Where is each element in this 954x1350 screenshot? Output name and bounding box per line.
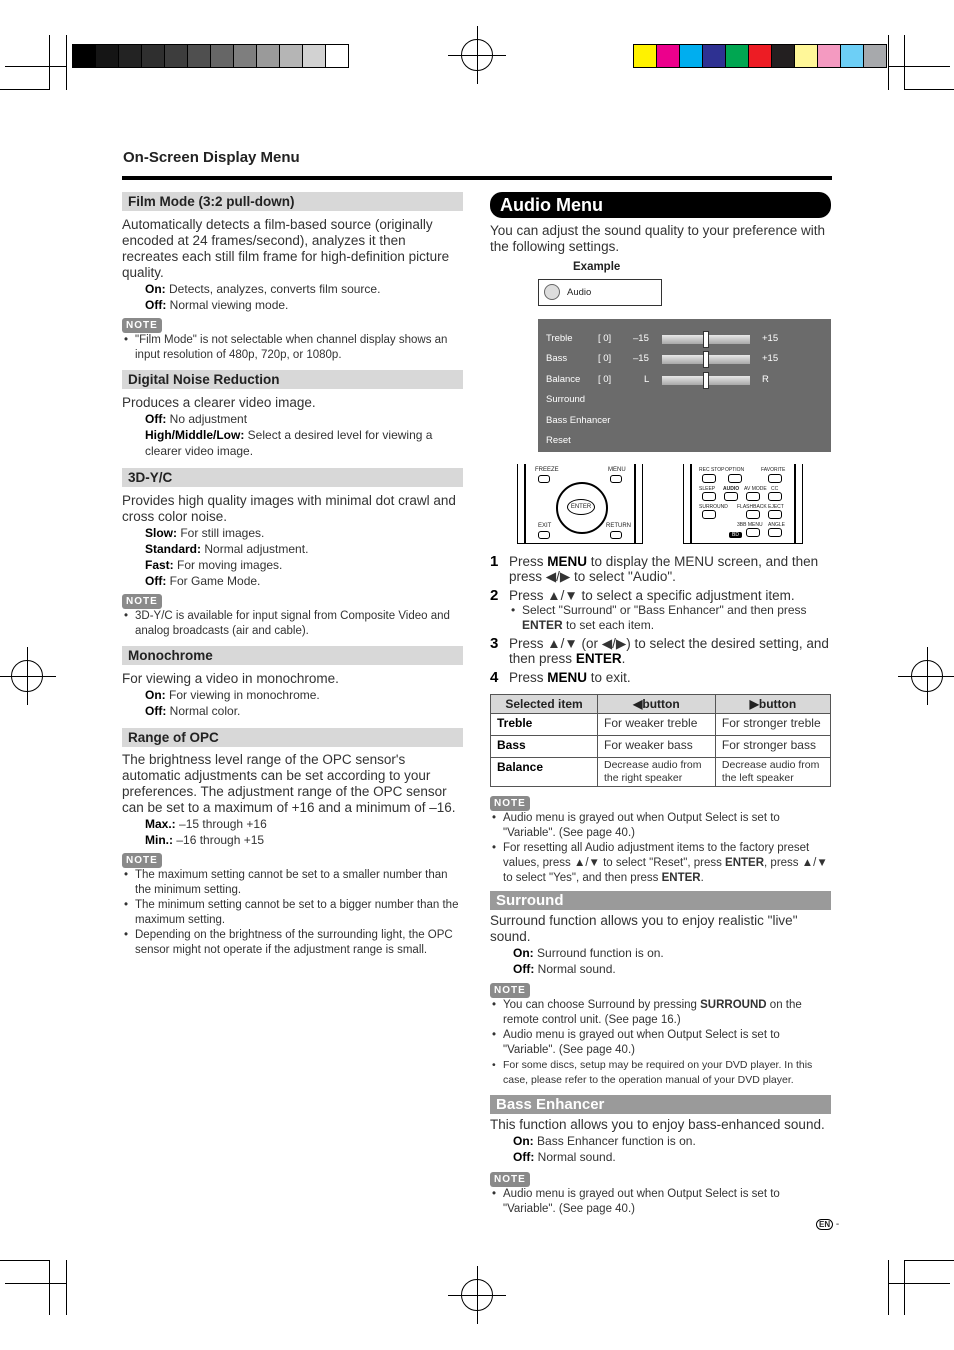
color-swatch [749,45,772,67]
freeze-button[interactable] [538,475,550,483]
osd-balance-label: Balance [546,374,581,385]
note-badge: NOTE [490,983,530,998]
language-badge: EN [816,1219,833,1230]
step-2 [490,588,831,603]
table-cell: Treble [491,714,598,736]
slow-text: For still images. [180,526,265,540]
osd-treble-value: [ 0] [598,333,612,344]
opc-desc: The brightness level range of the OPC sensor's automatic adjustments can be set according to your preferences. The adjustment range of the OPC sensor can be set to a maximum of +16 and a minimum of –16. [122,752,456,815]
section-heading: Range of OPC [122,728,463,747]
max-text: –15 through +16 [179,817,267,831]
table-cell: For stronger treble [715,714,830,736]
surround-button[interactable] [702,510,716,519]
color-swatch [303,45,326,67]
surround-label: SURROUND [699,504,728,510]
color-swatch [326,45,348,67]
osd-balance-max: R [762,374,769,385]
color-swatch [73,45,96,67]
crop-mark [0,89,50,90]
cc-label: CC [771,486,779,492]
on-text: For viewing in monochrome. [169,688,320,702]
rec-stop-button[interactable] [702,474,716,483]
color-swatch [795,45,818,67]
slider-knob[interactable] [703,372,709,389]
step-text: Press [509,554,544,569]
on-text: Bass Enhancer function is on. [537,1134,696,1148]
step-text: . [621,651,626,666]
table-cell: Bass [491,736,598,758]
return-label: RETURN [606,523,631,529]
dnr-desc: Produces a clearer video image. [122,395,316,410]
osd-audio-menu [538,319,831,452]
angle-label: ANGLE [768,522,785,528]
off-text: No adjustment [169,412,248,426]
bass-slider[interactable] [662,355,750,364]
option-button[interactable] [728,474,742,483]
balance-slider[interactable] [662,376,750,385]
right-column-lower [490,554,831,1217]
color-swatch [657,45,680,67]
step-1 [490,554,831,584]
step-number: 3 [490,635,499,652]
color-swatch [96,45,119,67]
standard-label: Standard: [145,542,202,556]
standard-text: Normal adjustment. [204,542,309,556]
on-label: On: [513,946,534,960]
audio-intro: You can adjust the sound quality to your preference with the following settings. [490,223,825,254]
color-swatch [165,45,188,67]
crop-mark [904,89,954,90]
osd-balance-min: L [644,374,650,385]
off-label: Off: [513,1150,535,1164]
osd-bass-min: –15 [633,353,649,364]
off-text: Normal sound. [537,962,616,976]
color-swatch [280,45,303,67]
step-keyword: ENTER [522,618,563,632]
note-item [490,998,831,1028]
audio-settings-table [490,694,831,787]
step-text: to set each item. [566,618,655,632]
table-cell: For weaker bass [598,736,716,758]
page-dash: - [835,1219,840,1230]
step-text: Press ▲/▼ to select a specific adjustment item. [509,588,795,603]
crop-mark [888,66,950,67]
off-label: Off: [145,298,167,312]
3d-menu-label: 3BB MENU [737,522,763,528]
note-item: • 3D-Y/C is available for input signal from Composite Video and analog broadcasts (air and cable). [122,609,463,639]
note-item: • The minimum setting cannot be set to a bigger number than the maximum setting. [122,898,463,928]
on-text: Detects, analyzes, converts film source. [169,282,381,296]
flashback-button[interactable] [746,510,760,519]
grayscale-bar [72,44,349,68]
film-desc: Automatically detects a film-based source (originally encoded at 24 frames/second), analyzes it then recreates each still film frame for high-definition picture quality. [122,217,450,280]
color-swatch [841,45,864,67]
note-keyword: SURROUND [700,999,767,1011]
osd-surround[interactable]: Surround [546,394,586,405]
bd-badge: BD [729,532,742,538]
table-cell: For weaker treble [598,714,716,736]
step-2-subnote [509,603,831,633]
color-swatch [726,45,749,67]
table-header: ◀button [598,695,716,714]
min-text: –16 through +15 [176,833,265,847]
off-label: Off: [513,962,535,976]
osd-treble-label: Treble [546,333,573,344]
fast-label: Fast: [145,558,174,572]
freeze-label: FREEZE [535,467,559,473]
crop-mark [49,35,50,90]
note-item: • The maximum setting cannot be set to a smaller number than the minimum setting. [122,868,463,898]
on-text: Surround function is on. [537,946,664,960]
osd-tab [538,279,662,306]
page-header: On-Screen Display Menu [123,149,300,166]
off-text: Normal sound. [537,1150,616,1164]
note-item: • Depending on the brightness of the surrounding light, the OPC sensor might not operate if the adjustment range is small. [122,928,463,958]
speaker-icon [544,284,560,300]
left-column [122,192,463,958]
favorite-button[interactable] [768,474,782,483]
step-text: Press [509,670,544,685]
color-swatch [772,45,795,67]
note-keyword: ENTER [725,857,765,869]
registration-mark [461,1279,493,1311]
note-text: . [700,872,704,884]
crop-mark [5,1283,67,1284]
angle-button[interactable] [768,528,782,537]
slow-label: Slow: [145,526,177,540]
surround-desc: Surround function allows you to enjoy realistic "live" sound. [490,913,798,944]
cc-button[interactable] [768,492,782,501]
step-number: 1 [490,553,499,570]
rec-stop-label: REC STOP [699,467,725,473]
color-swatch [142,45,165,67]
note-badge: NOTE [122,853,162,868]
step-4 [490,670,831,685]
remote-left-illustration [517,464,643,544]
note-item: • Audio menu is grayed out when Output Select is set to "Variable". (See page 40.) [490,1187,831,1217]
osd-balance-value: [ 0] [598,374,612,385]
section-heading: Bass Enhancer [490,1095,831,1114]
crop-mark [888,1283,950,1284]
enter-button[interactable]: ENTER [567,499,595,515]
bass-desc: This function allows you to enjoy bass-enhanced sound. [490,1117,825,1132]
fast-text: For moving images. [177,558,283,572]
audio-menu-title: Audio Menu [490,192,831,218]
note-item [490,841,831,886]
audio-button[interactable] [724,492,738,501]
audio-label: AUDIO [723,486,740,492]
color-swatch [680,45,703,67]
osd-tab-label: Audio [567,287,592,298]
registration-mark [11,660,43,692]
off-label: Off: [145,574,167,588]
exit-button[interactable] [538,531,550,539]
slider-knob[interactable] [703,331,709,348]
3d-menu-button[interactable] [746,528,760,537]
section-heading: Film Mode (3:2 pull-down) [122,192,463,211]
eject-label: EJECT [768,504,784,510]
step-3 [490,636,831,666]
color-swatch [703,45,726,67]
exit-label: EXIT [538,523,552,529]
off-label: Off: [145,412,167,426]
crop-mark [888,35,889,90]
osd-bass-label: Bass [546,353,568,364]
slider-knob[interactable] [703,351,709,368]
table-header: Selected item [491,695,598,714]
osd-bass-max: +15 [762,353,779,364]
note-item: • "Film Mode" is not selectable when channel display shows an input resolution of 480p, 720p, or 1080p. [122,333,463,363]
note-badge: NOTE [122,318,162,333]
flashback-label: FLASHBACK [737,504,767,510]
return-button[interactable] [610,531,622,539]
note-item: • For some discs, setup may be required on your DVD player. In this case, please refer to the operation manual of your DVD player. [490,1058,831,1088]
header-rule [122,176,832,180]
off-text: Normal viewing mode. [169,298,289,312]
on-label: On: [513,1134,534,1148]
av-mode-label: AV MODE [744,486,767,492]
table-header: ▶button [715,695,830,714]
note-keyword: ENTER [661,872,701,884]
step-keyword: MENU [547,670,588,685]
hml-label: High/Middle/Low: [145,428,245,442]
off-label: Off: [145,704,167,718]
max-label: Max.: [145,817,176,831]
right-column [490,192,831,275]
crop-mark [904,35,905,90]
hml-text: Select a desired level for viewing a clearer video image. [145,428,433,458]
step-keyword: MENU [547,554,588,569]
on-label: On: [145,282,166,296]
osd-treble-max: +15 [762,333,779,344]
step-text: to display the MENU screen, and then press ◀/▶ to select "Audio". [509,554,819,584]
color-swatch [234,45,257,67]
example-label: Example [573,261,621,273]
table-cell: Balance [491,758,598,787]
note-item: • Audio menu is grayed out when Output Select is set to "Variable". (See page 40.) [490,1028,831,1058]
section-heading: Surround [490,891,831,910]
crop-mark [5,66,67,67]
color-swatch [257,45,280,67]
yc-desc: Provides high quality images with minimal dot crawl and cross color noise. [122,493,456,524]
color-swatch [119,45,142,67]
color-swatch [188,45,211,67]
note-text: For resetting all Audio adjustment items to the factory preset values, press ▲/▼ to select "Reset", press [503,842,810,869]
table-cell: Decrease audio from the left speaker [715,758,830,787]
crop-mark [904,1260,905,1315]
crop-mark [888,1260,889,1315]
osd-treble-min: –15 [633,333,649,344]
step-keyword: ENTER [575,651,622,666]
menu-button[interactable] [610,475,622,483]
table-cell: Decrease audio from the right speaker [598,758,716,787]
crop-mark [66,1260,67,1315]
color-swatch [211,45,234,67]
section-heading: 3D-Y/C [122,468,463,487]
color-swatch [634,45,657,67]
av-mode-button[interactable] [746,492,760,501]
menu-label: MENU [608,467,626,473]
step-text: Press ▲/▼ (or ◀/▶) to select the desired setting, and then press [509,636,829,666]
note-item: • Audio menu is grayed out when Output Select is set to "Variable". (See page 40.) [490,811,831,841]
table-cell: For stronger bass [715,736,830,758]
crop-mark [49,1260,50,1315]
note-badge: NOTE [122,594,162,609]
off-text: For Game Mode. [169,574,261,588]
color-bar [633,44,887,68]
osd-reset[interactable]: Reset [546,435,571,446]
crop-mark [904,1260,954,1261]
sleep-button[interactable] [702,492,716,501]
mono-desc: For viewing a video in monochrome. [122,671,339,686]
registration-mark [911,660,943,692]
step-number: 2 [490,587,499,604]
note-text: You can choose Surround by pressing [503,999,697,1011]
option-label: OPTION [725,467,745,473]
section-heading: Digital Noise Reduction [122,370,463,389]
color-swatch [864,45,886,67]
note-badge: NOTE [490,796,530,811]
min-label: Min.: [145,833,173,847]
osd-bass-value: [ 0] [598,353,612,364]
treble-slider[interactable] [662,335,750,344]
on-label: On: [145,688,166,702]
color-swatch [818,45,841,67]
registration-mark [461,39,493,71]
section-heading: Monochrome [122,646,463,665]
note-text: on the remote control unit. (See page 16.) [503,999,802,1026]
page-footer [816,1219,839,1230]
note-text: , press ▲/▼ to select "Yes", and then press [503,857,828,884]
step-text: Select "Surround" or "Bass Enhancer" and then press [522,603,807,617]
step-text: to exit. [590,670,631,685]
remote-right-illustration [683,464,803,544]
favorite-label: FAVORITE [761,467,786,473]
sleep-label: SLEEP [699,486,716,492]
crop-mark [0,1260,50,1261]
note-badge: NOTE [490,1172,530,1187]
step-number: 4 [490,669,499,686]
off-text: Normal color. [169,704,241,718]
eject-button[interactable] [768,510,782,519]
osd-bass-enhancer[interactable]: Bass Enhancer [546,415,611,426]
crop-mark [66,35,67,90]
